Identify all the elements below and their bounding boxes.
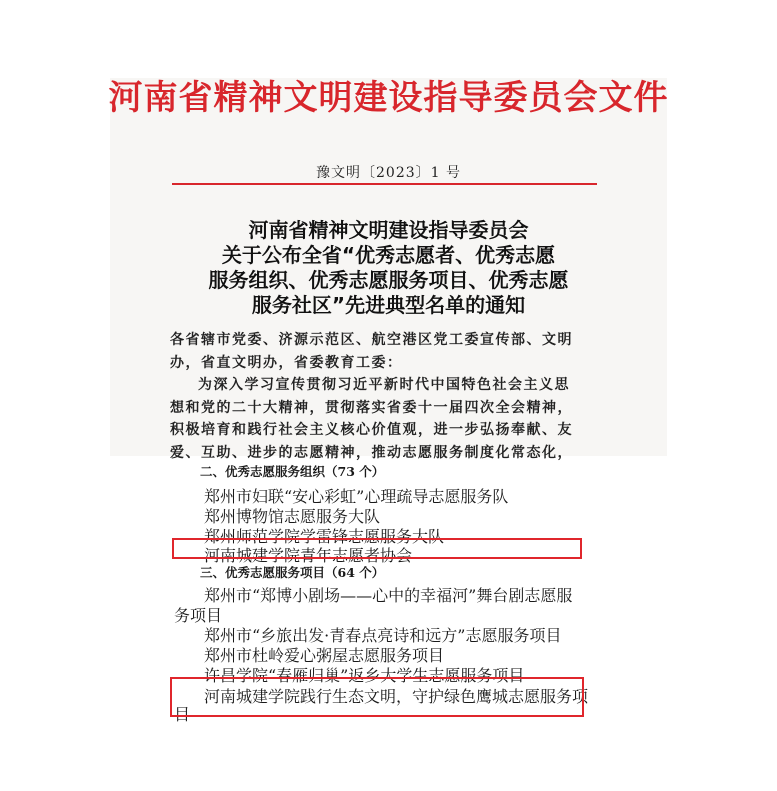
list-item: 郑州博物馆志愿服务大队 (204, 507, 381, 526)
body-line: 办，省直文明办，省委教育工委： (170, 354, 403, 371)
list-item: 郑州市妇联“安心彩虹”心理疏导志愿服务队 (204, 487, 509, 506)
list-item: 郑州市“郑博小剧场——心中的幸福河”舞台剧志愿服 (204, 586, 573, 605)
body-line: 想和党的二十大精神，贯彻落实省委十一届四次全会精神， (170, 399, 573, 416)
list-item-highlighted: 河南城建学院践行生态文明，守护绿色鹰城志愿服务项 (204, 687, 589, 706)
highlight-box (172, 538, 582, 559)
list-item: 郑州师范学院学雷锋志愿服务大队 (204, 527, 445, 546)
list-item-highlighted: 河南城建学院青年志愿者协会 (204, 546, 413, 565)
notice-title-line: 河南省精神文明建设指导委员会 (248, 218, 529, 242)
list-item: 郑州市杜岭爱心粥屋志愿服务项目 (204, 646, 445, 665)
notice-body (170, 329, 600, 464)
body-line: 各省辖市党委、济源示范区、航空港区党工委宣传部、文明 (170, 332, 573, 348)
body-line: 为深入学习宣传贯彻习近平新时代中国特色社会主义思 (198, 377, 570, 393)
section-heading: 二、优秀志愿服务组织（73 个） (200, 464, 385, 479)
section-heading: 三、优秀志愿服务项目（64 个） (200, 565, 385, 580)
notice-title-line: 服务组织、优秀志愿服务项目、优秀志愿 (208, 268, 569, 292)
document-number: 豫文明〔2023〕1 号 (316, 165, 461, 181)
notice-title-line: 关于公布全省“优秀志愿者、优秀志愿 (221, 243, 556, 267)
list-item-continuation: 务项目 (174, 606, 223, 625)
notice-title-line: 服务社区”先进典型名单的通知 (251, 293, 526, 317)
notice-title (0, 218, 777, 318)
list-item: 郑州市“乡旅出发·青春点亮诗和远方”志愿服务项目 (204, 626, 562, 645)
document-header-title: 河南省精神文明建设指导委员会文件 (108, 78, 669, 118)
body-line: 爱、互助、进步的志愿精神，推动志愿服务制度化常态化， (170, 444, 573, 461)
list-item: 许昌学院“春雁归巢”返乡大学生志愿服务项目 (204, 666, 525, 685)
body-line: 积极培育和践行社会主义核心价值观，进一步弘扬奉献、友 (170, 422, 573, 438)
highlight-box (170, 677, 584, 717)
list-item-continuation: 目 (174, 705, 191, 724)
red-divider-line (172, 183, 597, 185)
